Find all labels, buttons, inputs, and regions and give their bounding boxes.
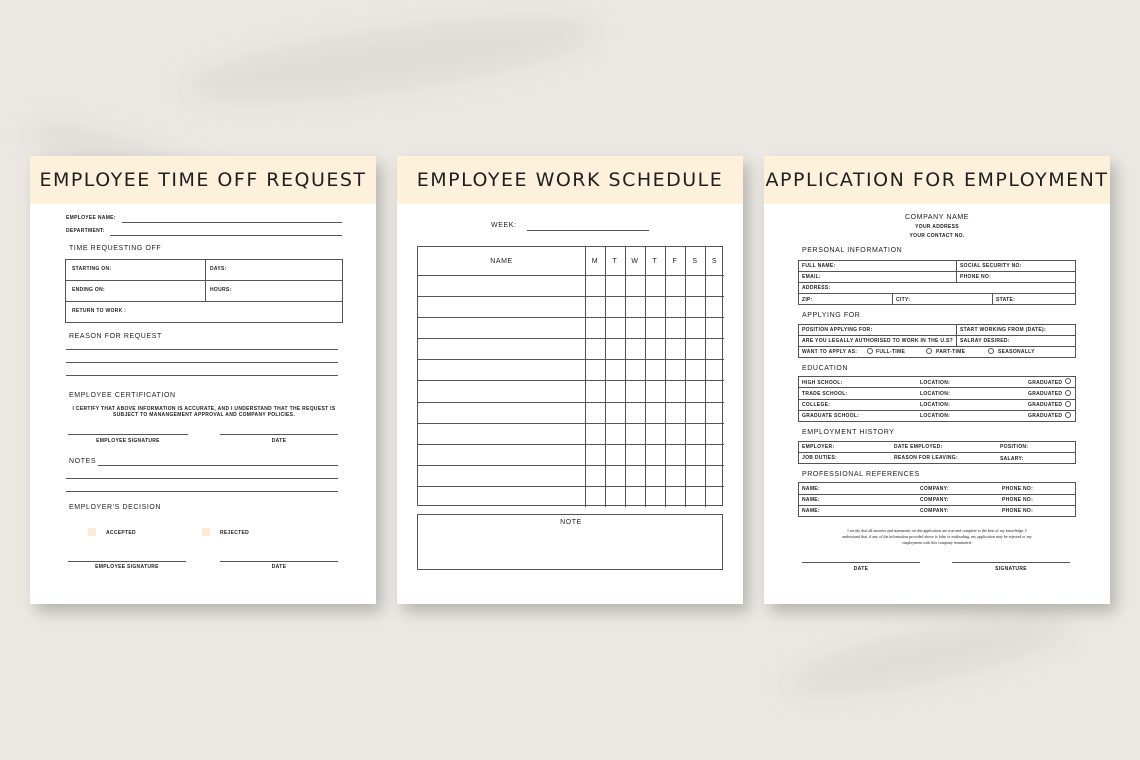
schedule-row-divider (418, 296, 724, 297)
rejected-label: REJECTED (220, 530, 250, 536)
email-label: EMAIL: (802, 274, 822, 280)
time-off-request-page (30, 156, 376, 604)
reference-name-label: NAME: (802, 486, 820, 492)
employee-name-field[interactable] (122, 222, 342, 223)
location-label: LOCATION: (920, 391, 951, 397)
employer-label: EMPLOYER: (802, 444, 835, 450)
accepted-checkbox[interactable] (88, 528, 96, 536)
location-label: LOCATION: (920, 402, 951, 408)
notes-line[interactable] (66, 478, 338, 479)
signature-line[interactable] (952, 562, 1070, 563)
graduated-checkbox[interactable] (1065, 390, 1071, 396)
employers-decision-heading: EMPLOYER'S DECISION (69, 504, 162, 511)
address-label: ADDRESS: (802, 285, 831, 291)
company-address: YOUR ADDRESS (915, 224, 959, 230)
company-name: COMPANY NAME (904, 214, 970, 221)
rejected-checkbox[interactable] (202, 528, 210, 536)
education-heading: EDUCATION (802, 365, 849, 372)
phone-label: PHONE NO: (960, 274, 992, 280)
day-header-fri: F (672, 258, 678, 265)
graduated-label: GRADUATED (1028, 391, 1063, 397)
employee-certification-heading: EMPLOYEE CERTIFICATION (69, 392, 176, 399)
employee-signature-line[interactable] (68, 434, 188, 435)
salary-desired-label: SALRAY DESIRED: (960, 338, 1010, 344)
college-label: COLLEGE: (802, 402, 831, 408)
schedule-table (417, 246, 723, 506)
hours-label: HOURS: (210, 287, 232, 293)
accepted-label: ACCEPTED (106, 530, 136, 536)
date-label: DATE (271, 564, 287, 570)
schedule-row-divider (418, 486, 724, 487)
graduated-label: GRADUATED (1028, 413, 1063, 419)
state-label: STATE: (996, 297, 1016, 303)
position-applying-label: POSITION APPLYING FOR: (802, 327, 873, 333)
job-duties-label: JOB DUTIES: (802, 455, 837, 461)
schedule-title: EMPLOYEE WORK SCHEDULE (416, 169, 724, 191)
location-label: LOCATION: (920, 380, 951, 386)
employment-history-heading: EMPLOYMENT HISTORY (802, 429, 895, 436)
graduated-checkbox[interactable] (1065, 401, 1071, 407)
reference-name-label: NAME: (802, 497, 820, 503)
work-schedule-page (397, 156, 743, 604)
department-field[interactable] (110, 235, 342, 236)
week-label: WEEK: (491, 222, 517, 229)
note-label: NOTE (560, 519, 582, 526)
position-label: POSITION: (1000, 444, 1029, 450)
schedule-column-divider (625, 247, 626, 507)
want-to-apply-label: WANT TO APPLY AS: (802, 349, 858, 355)
application-header (764, 156, 1110, 204)
seasonally-radio[interactable] (988, 348, 994, 354)
date-line[interactable] (802, 562, 920, 563)
schedule-row-divider (418, 359, 724, 360)
reason-line[interactable] (66, 349, 338, 350)
part-time-radio[interactable] (926, 348, 932, 354)
time-requesting-off-heading: TIME REQUESTING OFF (69, 245, 162, 252)
salary-label: SALARY: (1000, 456, 1024, 462)
certification-text: I CERTIFY THAT ABOVE INFORMATION IS ACCURATE, AND I UNDERSTAND THAT THE REQUEST IS SUBJECT TO MANANGEMENT APPROVAL AND COMPANY POLICIES. (72, 406, 336, 418)
reference-company-label: COMPANY: (920, 508, 949, 514)
schedule-column-divider (645, 247, 646, 507)
reason-line[interactable] (66, 375, 338, 376)
background-shadow (778, 599, 1082, 710)
schedule-row-divider (418, 275, 724, 276)
return-to-work-label: RETURN TO WORK : (72, 308, 127, 314)
day-header-sat: S (692, 258, 698, 265)
graduated-checkbox[interactable] (1065, 378, 1071, 384)
day-header-sun: S (711, 258, 718, 265)
signature-label: SIGNATURE (995, 566, 1027, 572)
reference-phone-label: PHONE NO: (1002, 497, 1034, 503)
schedule-row-divider (418, 317, 724, 318)
seasonally-label: SEASONALLY (998, 349, 1035, 355)
social-security-label: SOCIAL SECURITY NO: (960, 263, 1022, 269)
start-working-label: START WORKING FROM (DATE): (960, 327, 1046, 333)
zip-label: ZIP: (802, 297, 813, 303)
date-line[interactable] (220, 434, 338, 435)
schedule-row-divider (418, 380, 724, 381)
day-header-wed: W (631, 258, 639, 265)
day-header-mon: M (591, 258, 599, 265)
personal-information-heading: PERSONAL INFORMATION (802, 247, 903, 254)
trade-school-label: TRADE SCHOOL: (802, 391, 848, 397)
location-label: LOCATION: (920, 413, 951, 419)
graduate-school-label: GRADUATE SCHOOL: (802, 413, 860, 419)
note-box[interactable] (417, 514, 723, 570)
certification-disclaimer: I certify that all answers and statements on this application are true and complete to the best of my knowledge. I understand that, if any of the information provided above is false or misleading, my application may be rejected or my employment with this company terminated. (842, 528, 1032, 545)
department-label: DEPARTMENT: (66, 228, 105, 234)
date-employed-label: DATE EMPLOYED: (894, 444, 943, 450)
schedule-column-divider (705, 247, 706, 507)
schedule-header (397, 156, 743, 204)
schedule-row-divider (418, 444, 724, 445)
notes-line[interactable] (66, 491, 338, 492)
application-title: APPLICATION FOR EMPLOYMENT (765, 169, 1109, 191)
reference-company-label: COMPANY: (920, 497, 949, 503)
full-time-radio[interactable] (867, 348, 873, 354)
notes-line[interactable] (98, 465, 338, 466)
schedule-column-divider (585, 247, 586, 507)
schedule-row-divider (418, 423, 724, 424)
schedule-column-divider (665, 247, 666, 507)
reference-phone-label: PHONE NO: (1002, 508, 1034, 514)
employee-signature-line[interactable] (68, 561, 186, 562)
company-contact: YOUR CONTACT NO. (909, 233, 965, 239)
graduated-label: GRADUATED (1028, 380, 1063, 386)
notes-heading: NOTES (69, 458, 97, 465)
reference-company-label: COMPANY: (920, 486, 949, 492)
day-header-thu: T (652, 258, 658, 265)
professional-references-heading: PROFESSIONAL REFERENCES (802, 471, 920, 478)
graduated-label: GRADUATED (1028, 402, 1063, 408)
reference-phone-label: PHONE NO: (1002, 486, 1034, 492)
date-line[interactable] (220, 561, 338, 562)
reason-for-request-heading: REASON FOR REQUEST (69, 333, 162, 340)
schedule-column-divider (605, 247, 606, 507)
week-field[interactable] (527, 230, 649, 231)
time-off-title: EMPLOYEE TIME OFF REQUEST (39, 169, 367, 191)
date-label: DATE (271, 438, 287, 444)
reference-name-label: NAME: (802, 508, 820, 514)
schedule-column-divider (685, 247, 686, 507)
high-school-label: HIGH SCHOOL: (802, 380, 843, 386)
days-label: DAYS: (210, 266, 227, 272)
schedule-row-divider (418, 402, 724, 403)
full-name-label: FULL NAME: (802, 263, 836, 269)
schedule-row-divider (418, 338, 724, 339)
name-column-header: NAME (490, 258, 513, 265)
full-time-label: FULL-TIME (876, 349, 906, 355)
employee-name-label: EMPLOYEE NAME: (66, 215, 116, 221)
schedule-row-divider (418, 465, 724, 466)
date-label: DATE (853, 566, 869, 572)
starting-on-label: STARTING ON: (72, 266, 112, 272)
city-label: CITY: (896, 297, 911, 303)
reason-for-leaving-label: REASON FOR LEAVING: (894, 455, 958, 461)
application-page (764, 156, 1110, 604)
applying-for-heading: APPLYING FOR (802, 312, 861, 319)
part-time-label: PART-TIME (936, 349, 966, 355)
legally-authorised-label: ARE YOU LEGALLY AUTHORISED TO WORK IN THE U.S? (802, 338, 953, 344)
reason-line[interactable] (66, 362, 338, 363)
graduated-checkbox[interactable] (1065, 412, 1071, 418)
employee-signature-label: EMPLOYEE SIGNATURE (96, 438, 160, 444)
background-shadow (178, 1, 602, 119)
time-off-header (30, 156, 376, 204)
day-header-tue: T (612, 258, 618, 265)
employee-signature-label: EMPLOYEE SIGNATURE (95, 564, 159, 570)
ending-on-label: ENDING ON: (72, 287, 105, 293)
